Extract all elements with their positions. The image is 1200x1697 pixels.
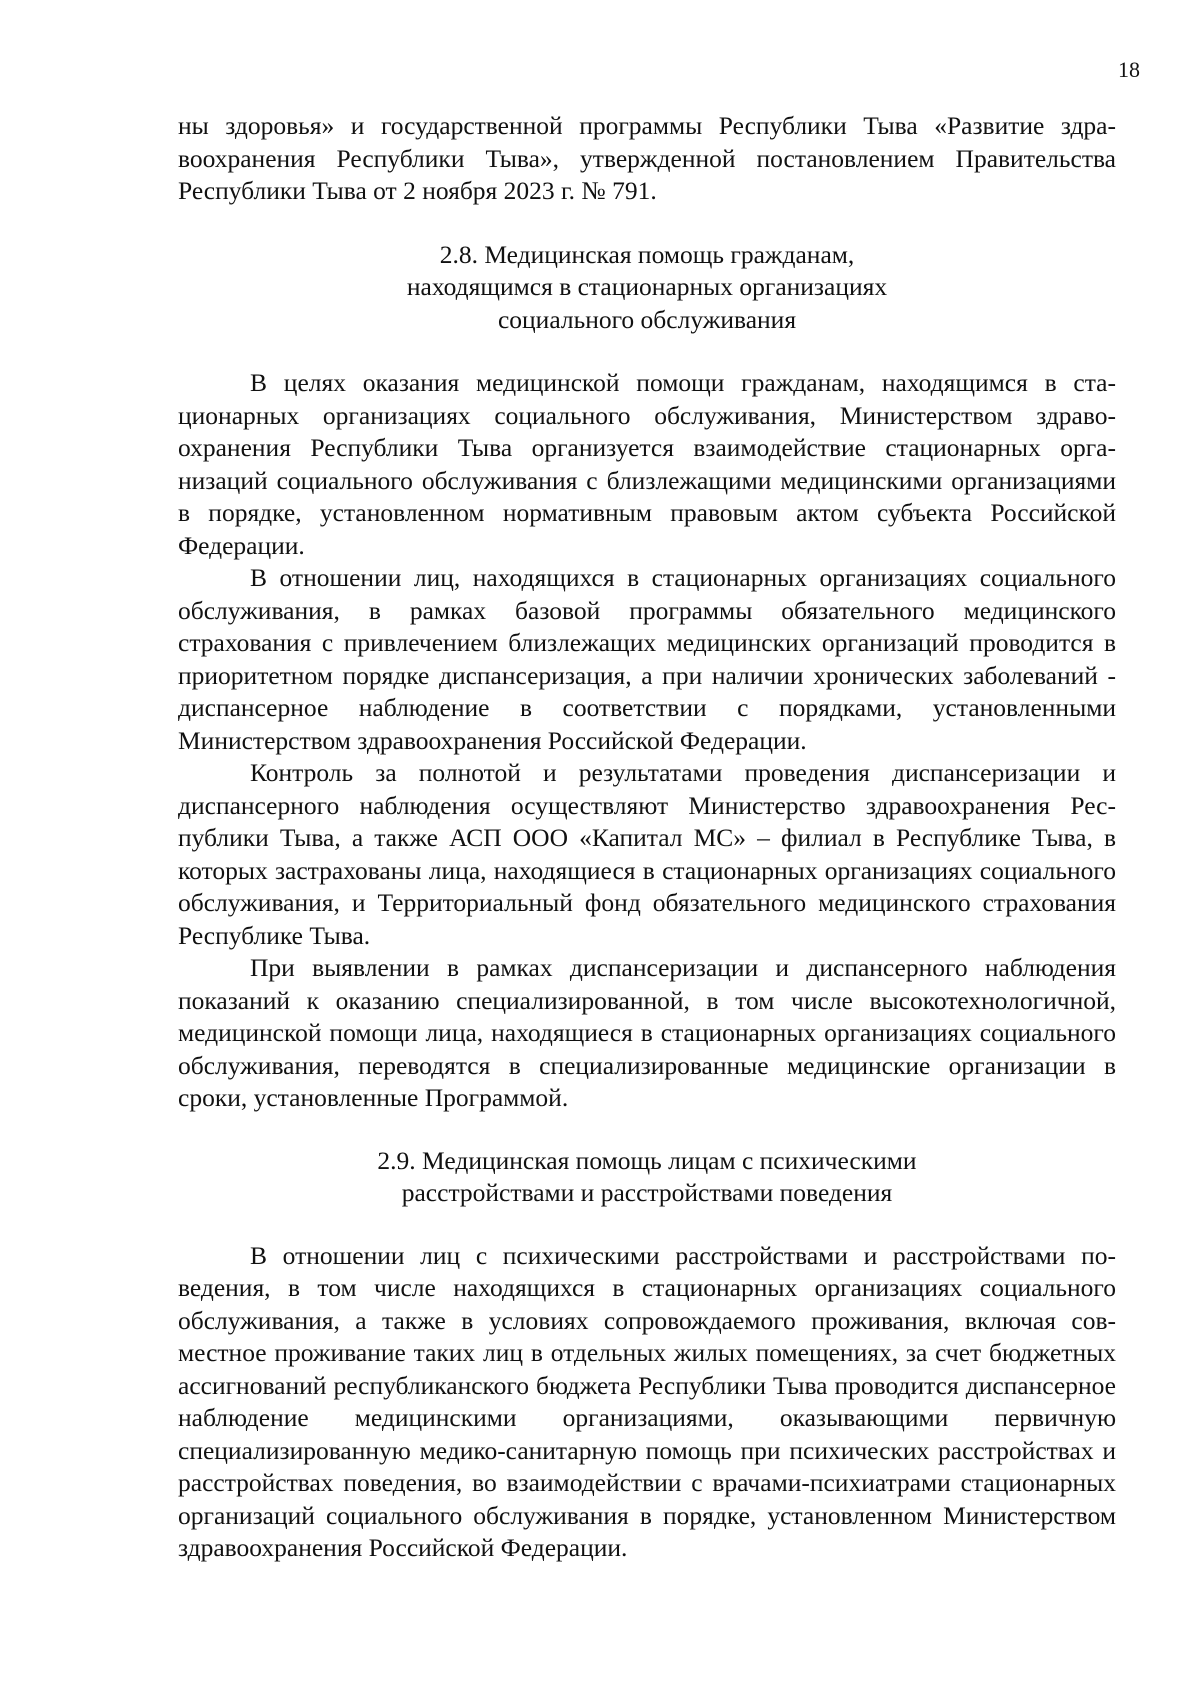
heading-line: 2.9. Медицинская помощь лицам с психическими <box>377 1145 917 1175</box>
document-body <box>178 110 1116 1565</box>
paragraph: В отношении лиц, находящихся в стационарных организациях социального обслуживания, в рамках базовой программы обязательного медицинского страхования с привлечением близлежащих медицинских организаций проводится в приоритетном порядке диспансеризация, а при наличии хронических заболеваний - диспансерное наблюдение в соответствии с порядками, установленными Министерством здравоохранения Российской Федерации. <box>178 563 1116 755</box>
page-number: 18 <box>1118 57 1140 82</box>
heading-line: 2.8. Медицинская помощь гражданам, <box>439 239 855 269</box>
heading-line: расстройствами и расстройствами поведения <box>401 1178 893 1207</box>
paragraph: При выявлении в рамках диспансеризации и диспансерного наблюдения показаний к оказанию специализированной, в том числе высокотехнологичной, медицинской помощи лица, находящиеся в стационарных организациях социального обслуживания, переводятся в специализированные медицинские организации в сроки, установленные Программой. <box>178 953 1116 1112</box>
section-2-9-heading <box>178 1145 1116 1210</box>
heading-line: социального обслуживания <box>497 304 797 334</box>
paragraph: В целях оказания медицинской помощи гражданам, находящимся в стационарных организациях социального обслуживания, Министерством здравоохранения Республики Тыва организуется взаимодействие стационарных организаций социального обслуживания с близлежащими медицинскими организациями в порядке, установленном нормативным правовым актом субъекта Российской Федерации. <box>178 368 1116 560</box>
paragraph: В отношении лиц с психическими расстройствами и расстройствами поведения, в том числе находящихся в стационарных организациях социального обслуживания, а также в условиях сопровождаемого проживания, включая совместное проживание таких лиц в отдельных жилых помещениях, за счет бюджетных ассигнований республиканского бюджета Республики Тыва проводится диспансерное наблюдение медицинскими организациями, оказывающими первичную специализированную медико-санитарную помощь при психических расстройствах и расстройствах поведения, во взаимодействии с врачами-психиатрами стационарных организаций социального обслуживания в порядке, установленном Министерством здравоохранения Российской Федерации. <box>178 1240 1116 1562</box>
heading-line: находящимся в стационарных организациях <box>406 272 888 301</box>
intro-paragraph: ны здоровья» и государственной программы Республики Тыва «Развитие здравоохранения Республики Тыва», утвержденной постановлением Правительства Республики Тыва от 2 ноября 2023 г. № 791. <box>178 111 1116 205</box>
section-2-8-heading <box>178 239 1116 337</box>
paragraph: Контроль за полнотой и результатами проведения диспансеризации и диспансерного наблюдения осуществляют Министерство здравоохранения Республики Тыва, а также АСП ООО «Капитал МС» – филиал в Республике Тыва, в которых застрахованы лица, находящиеся в стационарных организациях социального обслуживания, и Территориальный фонд обязательного медицинского страхования Республике Тыва. <box>178 758 1116 950</box>
